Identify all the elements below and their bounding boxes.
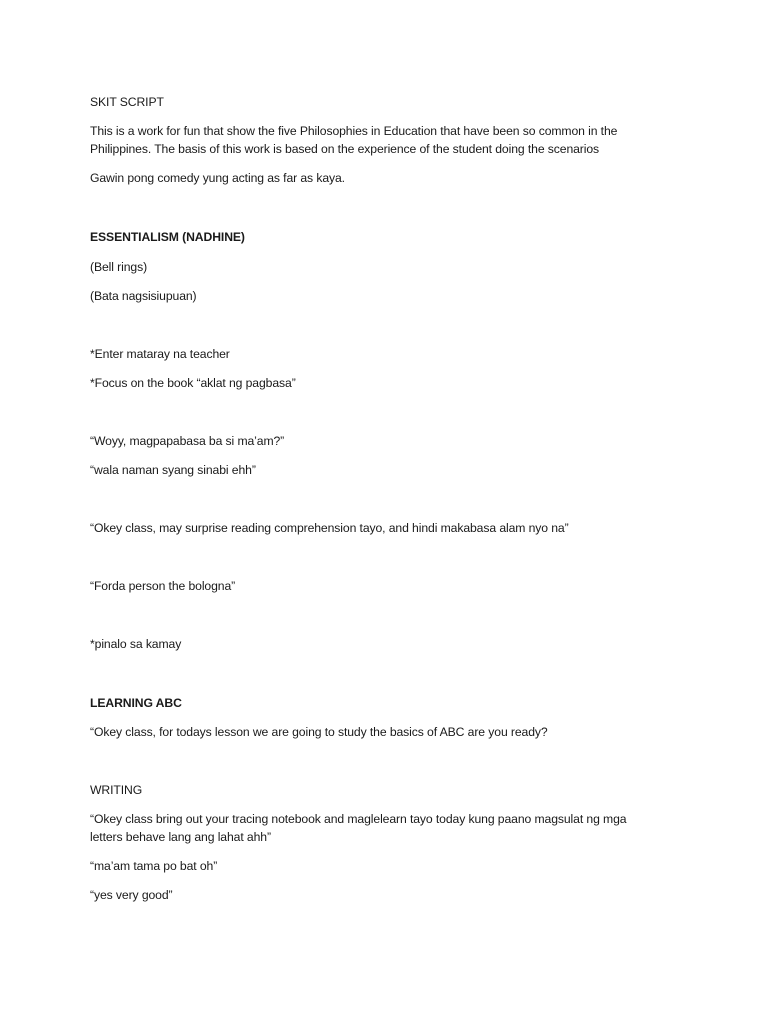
section-heading-learning-abc: LEARNING ABC: [90, 696, 182, 710]
script-line: *pinalo sa kamay: [90, 637, 182, 651]
script-line: “Forda person the bologna”: [90, 579, 236, 593]
intro-line-2: Philippines. The basis of this work is based on the experience of the student doing the scenarios: [90, 142, 600, 156]
script-line: (Bata nagsisiupuan): [90, 289, 197, 303]
document-title: SKIT SCRIPT: [90, 95, 164, 109]
script-line: “wala naman syang sinabi ehh”: [90, 463, 256, 477]
section-heading-writing: WRITING: [90, 783, 143, 797]
script-line: *Focus on the book “aklat ng pagbasa”: [90, 376, 296, 390]
script-line: (Bell rings): [90, 260, 148, 274]
section-heading-essentialism: ESSENTIALISM (NADHINE): [90, 230, 245, 244]
script-line: “Okey class, may surprise reading comprehension tayo, and hindi makabasa alam nyo na”: [90, 521, 569, 535]
intro-line-1: This is a work for fun that show the five Philosophies in Education that have been so common in the: [90, 124, 618, 138]
script-line: “Okey class, for todays lesson we are going to study the basics of ABC are you ready?: [90, 725, 548, 739]
script-line: “Okey class bring out your tracing notebook and maglelearn tayo today kung paano magsulat ng mga: [90, 812, 627, 826]
script-line: “yes very good”: [90, 888, 173, 902]
script-line: letters behave lang ang lahat ahh”: [90, 830, 271, 844]
instruction-line: Gawin pong comedy yung acting as far as kaya.: [90, 171, 345, 185]
script-line: “ma’am tama po bat oh”: [90, 859, 218, 873]
script-line: “Woyy, magpapabasa ba si ma’am?”: [90, 434, 285, 448]
script-line: *Enter mataray na teacher: [90, 347, 230, 361]
